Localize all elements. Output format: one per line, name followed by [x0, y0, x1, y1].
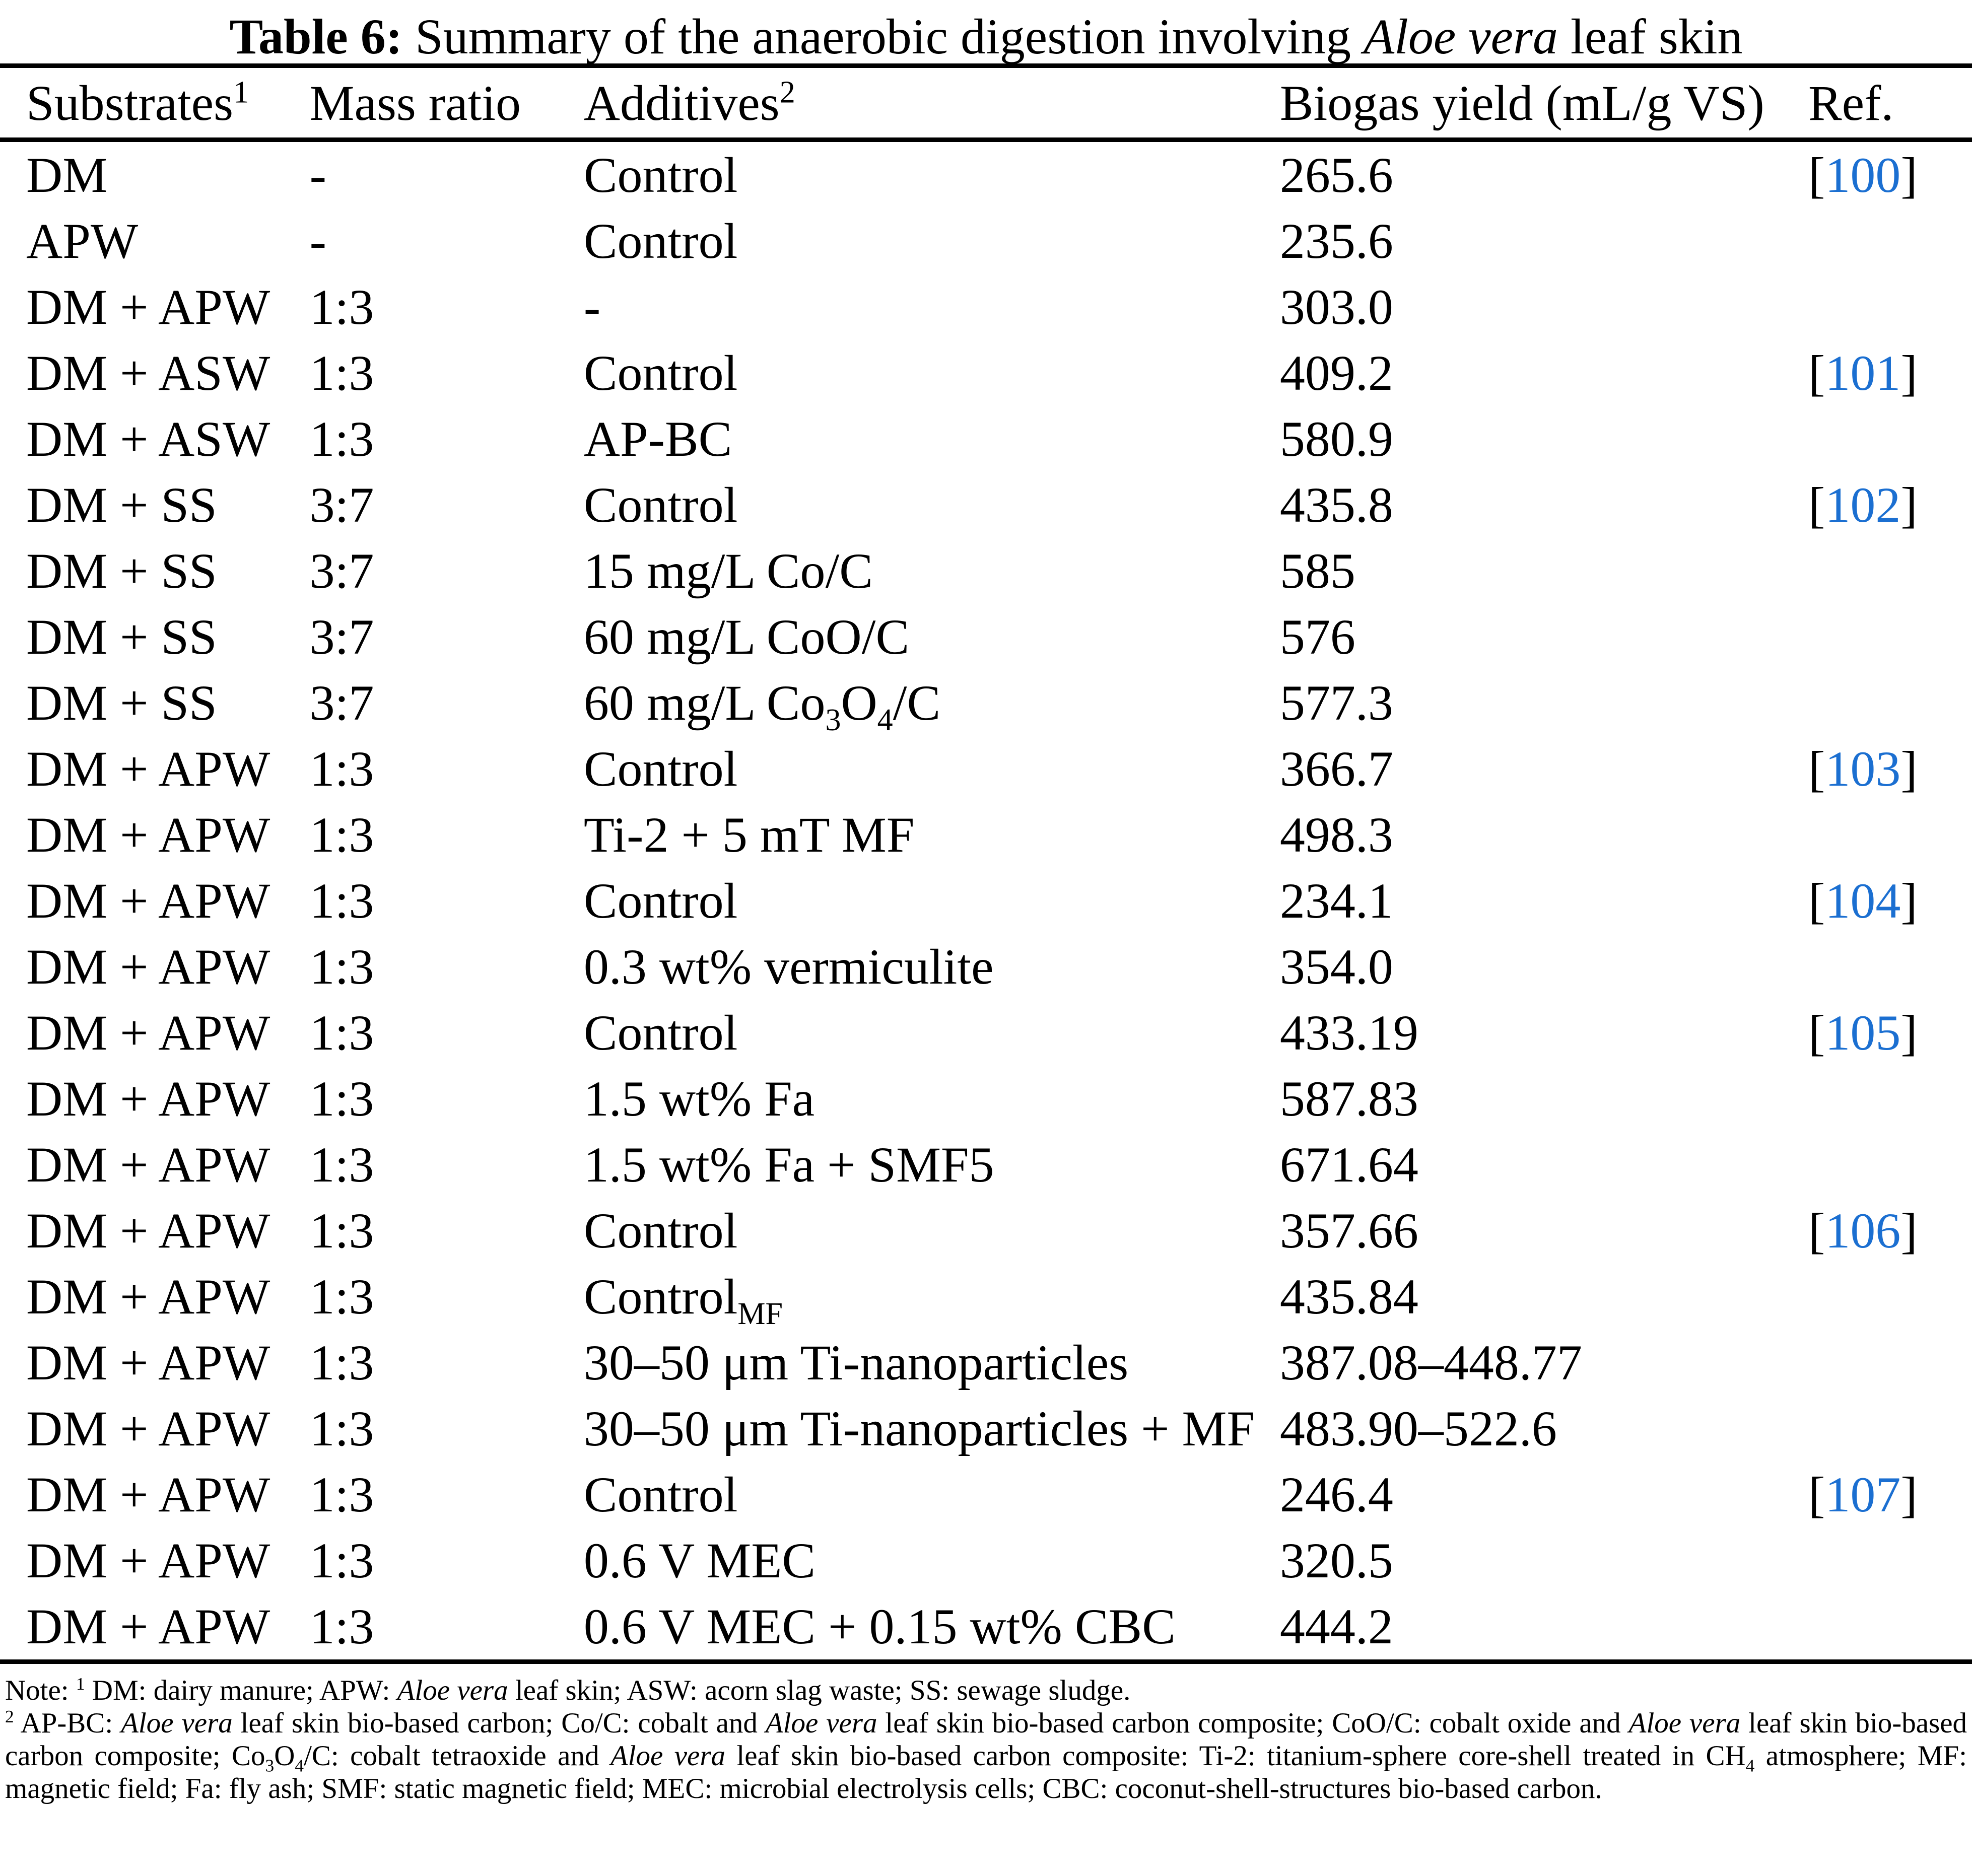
cell-substrates: DM + APW — [26, 1005, 270, 1061]
cell-mass-ratio: 1:3 — [309, 1269, 374, 1325]
table-row — [0, 1527, 1972, 1593]
table-row — [0, 472, 1972, 538]
cell-additives: Control — [583, 1467, 738, 1522]
cell-ref: [100] — [1808, 147, 1918, 203]
table-caption — [0, 0, 1972, 63]
table-row — [0, 802, 1972, 868]
cell-substrates: APW — [26, 213, 139, 269]
cell-ref: [103] — [1808, 741, 1918, 797]
cell-biogas-yield: 498.3 — [1279, 807, 1393, 863]
table-row — [0, 868, 1972, 934]
column-header-substrates: Substrates$^1$ — [26, 75, 249, 131]
cell-biogas-yield: 234.1 — [1279, 873, 1393, 929]
table-row — [0, 1462, 1972, 1527]
column-header-ref: Ref. — [1808, 75, 1894, 131]
table-row — [0, 538, 1972, 604]
cell-biogas-yield: 585 — [1279, 543, 1355, 599]
cell-mass-ratio: 1:3 — [309, 1599, 374, 1654]
cell-ref: [107] — [1808, 1467, 1918, 1522]
cell-mass-ratio: 1:3 — [309, 1467, 374, 1522]
table-row — [0, 670, 1972, 736]
table-row — [0, 604, 1972, 670]
cell-additives: 0.3 wt% vermiculite — [583, 939, 994, 995]
cell-mass-ratio: 3:7 — [309, 543, 374, 599]
cell-substrates: DM + APW — [26, 1401, 270, 1456]
cell-ref: [104] — [1808, 873, 1918, 929]
cell-additives: Control — [583, 477, 738, 533]
cell-ref — [1808, 1593, 1972, 1662]
cell-ref — [1808, 1330, 1972, 1396]
cell-additives: 30–50 μm Ti-nanoparticles — [583, 1335, 1129, 1391]
table-row — [0, 1264, 1972, 1330]
citation-link[interactable]: 101 — [1825, 345, 1901, 401]
cell-biogas-yield: 235.6 — [1279, 213, 1393, 269]
cell-additives: 0.6 V MEC — [583, 1533, 816, 1588]
cell-substrates: DM + APW — [26, 873, 270, 929]
cell-ref — [1808, 670, 1972, 736]
table-row — [0, 274, 1972, 340]
cell-substrates: DM — [26, 147, 108, 203]
cell-additives: 1.5 wt% Fa — [583, 1071, 815, 1127]
cell-substrates: DM + SS — [26, 609, 217, 665]
cell-mass-ratio: 3:7 — [309, 675, 374, 731]
cell-ref — [1808, 934, 1972, 1000]
cell-substrates: DM + ASW — [26, 411, 270, 467]
cell-biogas-yield: 357.66 — [1279, 1203, 1418, 1259]
table-row — [0, 1198, 1972, 1264]
cell-biogas-yield: 483.90–522.6 — [1279, 1401, 1557, 1456]
cell-additives: 0.6 V MEC + 0.15 wt% CBC — [583, 1599, 1176, 1654]
cell-mass-ratio: 1:3 — [309, 1533, 374, 1588]
cell-mass-ratio: 3:7 — [309, 477, 374, 533]
table-body — [0, 140, 1972, 1662]
cell-biogas-yield: 433.19 — [1279, 1005, 1418, 1061]
cell-ref — [1808, 538, 1972, 604]
cell-ref: [106] — [1808, 1203, 1918, 1259]
cell-substrates: DM + APW — [26, 1203, 270, 1259]
table-row — [0, 340, 1972, 406]
footnote-1: Note: $^1$ DM: dairy manure; APW: Aloe vera leaf skin; ASW: acorn slag waste; SS: sewage sludge. — [5, 1674, 1131, 1706]
cell-biogas-yield: 320.5 — [1279, 1533, 1393, 1588]
table-footnotes — [0, 1674, 1972, 1805]
cell-additives: Control — [583, 741, 738, 797]
table-header — [0, 66, 1972, 140]
cell-substrates: DM + APW — [26, 807, 270, 863]
table-row — [0, 140, 1972, 209]
cell-substrates: DM + SS — [26, 543, 217, 599]
table-row — [0, 1396, 1972, 1462]
data-table — [0, 63, 1972, 1664]
table-row — [0, 1330, 1972, 1396]
cell-substrates: DM + APW — [26, 1533, 270, 1588]
cell-additives: Control — [583, 213, 738, 269]
cell-mass-ratio: 3:7 — [309, 609, 374, 665]
cell-mass-ratio: 1:3 — [309, 1137, 374, 1193]
cell-biogas-yield: 671.64 — [1279, 1137, 1418, 1193]
cell-mass-ratio: - — [309, 213, 326, 269]
cell-additives: Control — [583, 1005, 738, 1061]
cell-mass-ratio: 1:3 — [309, 1203, 374, 1259]
cell-biogas-yield: 435.8 — [1279, 477, 1393, 533]
cell-biogas-yield: 576 — [1279, 609, 1355, 665]
cell-mass-ratio: 1:3 — [309, 939, 374, 995]
cell-mass-ratio: 1:3 — [309, 1071, 374, 1127]
cell-biogas-yield: 435.84 — [1279, 1269, 1418, 1325]
cell-substrates: DM + SS — [26, 675, 217, 731]
cell-ref: [101] — [1808, 345, 1918, 401]
cell-mass-ratio: 1:3 — [309, 807, 374, 863]
cell-substrates: DM + APW — [26, 939, 270, 995]
cell-biogas-yield: 587.83 — [1279, 1071, 1418, 1127]
cell-substrates: DM + APW — [26, 279, 270, 335]
header-row — [0, 66, 1972, 140]
table-row — [0, 1132, 1972, 1198]
cell-additives: Control — [583, 345, 738, 401]
cell-mass-ratio: 1:3 — [309, 1401, 374, 1456]
footnote-2: $^2$ AP-BC: Aloe vera leaf skin bio-based carbon; Co/C: cobalt and Aloe vera leaf skin bio-based carbon composite; CoO/C: cobalt oxide and Aloe vera leaf skin bio-based carbon composite; $Co_3O_4/C$: cobalt tetraoxide and Aloe vera leaf skin bio-based carbon composite: Ti-2: titanium-sphere core-shell treated in $CH_4$ atmosphere; MF: magnetic field; Fa: fly ash; SMF: static magnetic field; MEC: microbial electrolysis cells; CBC: coconut-shell-structures bio-based carbon. — [5, 1707, 1967, 1804]
citation-link[interactable]: 107 — [1825, 1467, 1901, 1522]
cell-ref — [1808, 1396, 1972, 1462]
cell-additives: 1.5 wt% Fa + SMF5 — [583, 1137, 994, 1193]
table-row — [0, 736, 1972, 802]
cell-ref — [1808, 1264, 1972, 1330]
cell-mass-ratio: 1:3 — [309, 411, 374, 467]
cell-mass-ratio: 1:3 — [309, 345, 374, 401]
citation-link[interactable]: 103 — [1825, 741, 1901, 797]
table-caption-text: Summary of the anaerobic digestion involving Aloe vera leaf skin — [402, 9, 1743, 64]
cell-biogas-yield: 444.2 — [1279, 1599, 1393, 1654]
cell-substrates: DM + APW — [26, 1335, 270, 1391]
cell-biogas-yield: 366.7 — [1279, 741, 1393, 797]
citation-link[interactable]: 102 — [1825, 477, 1901, 533]
cell-ref — [1808, 604, 1972, 670]
cell-mass-ratio: 1:3 — [309, 873, 374, 929]
table-row — [0, 406, 1972, 472]
cell-additives: 60 mg/L $Co_3O_4/C$ — [583, 675, 941, 737]
cell-additives: AP-BC — [583, 411, 732, 467]
table-row — [0, 208, 1972, 274]
cell-mass-ratio: 1:3 — [309, 1335, 374, 1391]
table-row — [0, 934, 1972, 1000]
cell-additives: Control — [583, 147, 738, 203]
table-row — [0, 1066, 1972, 1132]
cell-ref — [1808, 802, 1972, 868]
cell-ref — [1808, 274, 1972, 340]
citation-link[interactable]: 105 — [1825, 1005, 1901, 1061]
cell-additives: 60 mg/L CoO/C — [583, 609, 910, 665]
cell-ref — [1808, 1066, 1972, 1132]
cell-ref — [1808, 1527, 1972, 1593]
cell-additives: Control — [583, 1203, 738, 1259]
cell-ref — [1808, 406, 1972, 472]
cell-biogas-yield: 580.9 — [1279, 411, 1393, 467]
cell-ref: [105] — [1808, 1005, 1918, 1061]
cell-mass-ratio: - — [309, 147, 326, 203]
citation-link[interactable]: 106 — [1825, 1203, 1901, 1259]
cell-additives: Ti-2 + 5 mT MF — [583, 807, 915, 863]
cell-substrates: DM + APW — [26, 741, 270, 797]
cell-additives: - — [583, 279, 601, 335]
cell-biogas-yield: 303.0 — [1279, 279, 1393, 335]
cell-mass-ratio: 1:3 — [309, 1005, 374, 1061]
cell-substrates: DM + APW — [26, 1071, 270, 1127]
cell-additives: Control$_{MF}$ — [583, 1269, 783, 1331]
cell-substrates: DM + APW — [26, 1599, 270, 1654]
cell-mass-ratio: 1:3 — [309, 741, 374, 797]
cell-mass-ratio: 1:3 — [309, 279, 374, 335]
citation-link[interactable]: 100 — [1825, 147, 1901, 203]
cell-biogas-yield: 246.4 — [1279, 1467, 1393, 1522]
cell-ref — [1808, 208, 1972, 274]
cell-biogas-yield: 265.6 — [1279, 147, 1393, 203]
column-header-biogas-yield: Biogas yield (mL/g VS) — [1279, 75, 1764, 131]
cell-substrates: DM + APW — [26, 1467, 270, 1522]
citation-link[interactable]: 104 — [1825, 873, 1901, 929]
cell-biogas-yield: 577.3 — [1279, 675, 1393, 731]
cell-additives: 30–50 μm Ti-nanoparticles + MF — [583, 1401, 1255, 1456]
cell-biogas-yield: 354.0 — [1279, 939, 1393, 995]
cell-ref — [1808, 1132, 1972, 1198]
cell-biogas-yield: 387.08–448.77 — [1279, 1335, 1582, 1391]
cell-additives: 15 mg/L Co/C — [583, 543, 873, 599]
cell-ref: [102] — [1808, 477, 1918, 533]
cell-biogas-yield: 409.2 — [1279, 345, 1393, 401]
table-row — [0, 1593, 1972, 1662]
table-row — [0, 1000, 1972, 1066]
cell-substrates: DM + SS — [26, 477, 217, 533]
cell-additives: Control — [583, 873, 738, 929]
cell-substrates: DM + ASW — [26, 345, 270, 401]
column-header-additives: Additives$^2$ — [583, 75, 795, 131]
table-caption-label: Table 6: — [229, 9, 403, 64]
cell-substrates: DM + APW — [26, 1269, 270, 1325]
column-header-mass-ratio: Mass ratio — [309, 75, 521, 131]
cell-substrates: DM + APW — [26, 1137, 270, 1193]
